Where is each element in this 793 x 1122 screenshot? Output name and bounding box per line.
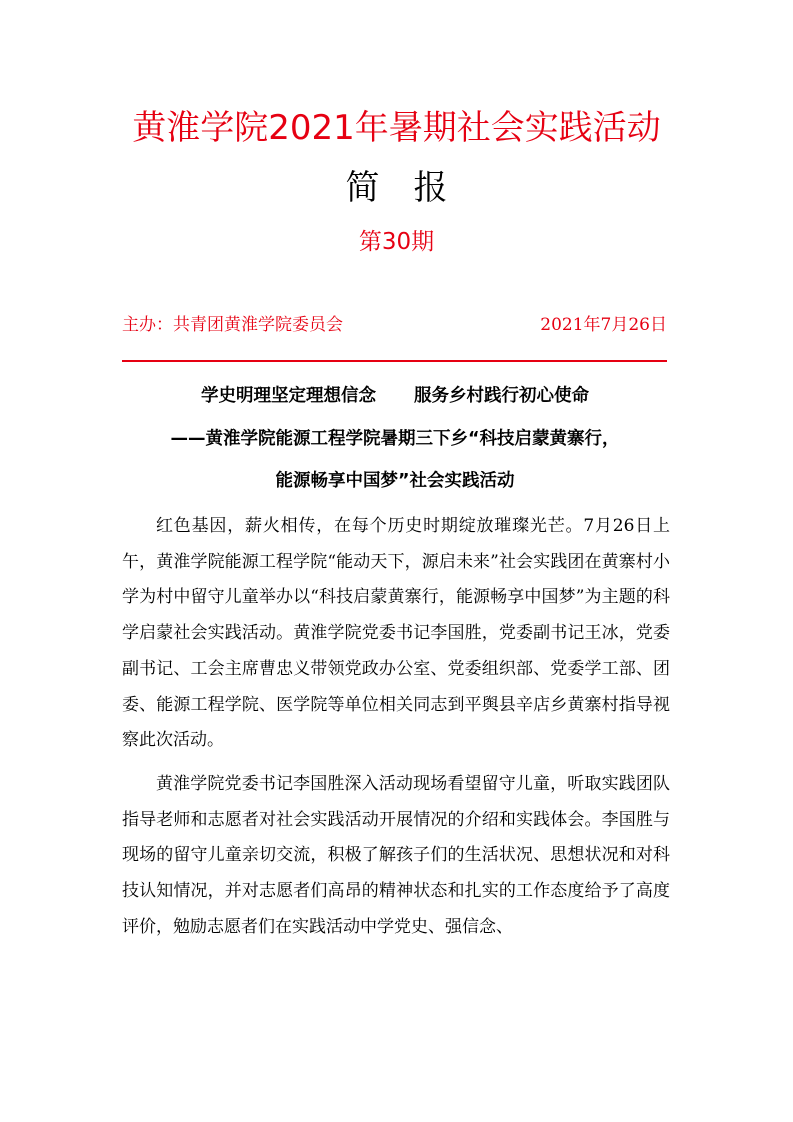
- article-title-line-2: ——黄淮学院能源工程学院暑期三下乡“科技启蒙黄寨行，: [170, 429, 620, 449]
- article-title-line-3: 能源畅享中国梦”社会实践活动: [275, 471, 515, 491]
- article-title-line-1: [110, 383, 680, 409]
- article-title-part-1: 学史明理坚定理想信念: [201, 386, 376, 406]
- publish-date: 2021年7月26日: [540, 315, 667, 335]
- bulletin-main-title: 黄淮学院2021年暑期社会实践活动: [132, 108, 661, 148]
- sponsor-line: 主办：共青团黄淮学院委员会: [122, 315, 343, 335]
- article-paragraph-1: 红色基因，薪火相传，在每个历史时期绽放璀璨光芒。7月26日上午，黄淮学院能源工程学院“能动天下，源启未来”社会实践团在黄寨村小学为村中留守儿童举办以“科技启蒙黄寨行，能源畅享中国梦”为主题的科学启蒙社会实践活动。黄淮学院党委书记李国胜，党委副书记王冰，党委副书记、工会主席曹忠义带领党政办公室、党委组织部、党委学工部、团委、能源工程学院、医学院等单位相关同志到平舆县辛店乡黄寨村指导视察此次活动。: [122, 516, 670, 751]
- article-paragraph-2: 黄淮学院党委书记李国胜深入活动现场看望留守儿童，听取实践团队指导老师和志愿者对社会实践活动开展情况的介绍和实践体会。李国胜与现场的留守儿童亲切交流，积极了解孩子们的生活状况、思想状况和对科技认知情况，并对志愿者们高昂的精神状态和扎实的工作态度给予了高度评价，勉励志愿者们在实践活动中学党史、强信念、: [122, 773, 670, 937]
- article-body: [122, 509, 670, 945]
- header-divider: [122, 360, 667, 362]
- bulletin-subtitle: 简 报: [345, 168, 448, 208]
- issue-number: 第30期: [358, 229, 435, 255]
- article-title-part-2: 服务乡村践行初心使命: [414, 386, 589, 406]
